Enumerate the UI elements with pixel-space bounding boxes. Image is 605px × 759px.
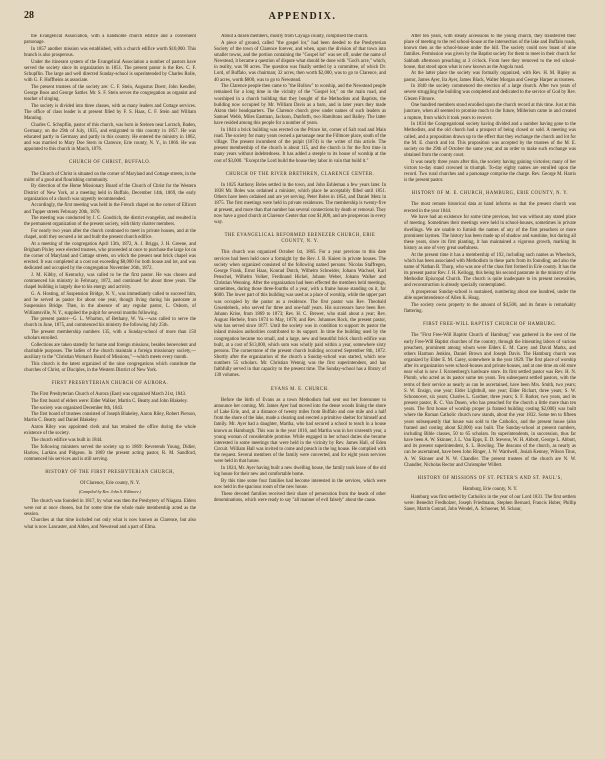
section-heading: FIRST PRESBYTERIAN CHURCH OF AURORA. <box>51 381 169 387</box>
paragraph: The Clarence people then came to "the Hollow" to worship, and the Newstead people remained for a long time in the vicinity of the "Gospel lot," on the main road, and worshiped in a church building that they bought of the Methodists and Baptists, the building now occupied by Mr. William Davis as a barn, and in later years they made Akron their headquarters. The Clarence church grew under names of such leaders as Samuel Webb, Miles Eastman, Jackson, Danforth, two Hamiltons and Bailey. The latter have resided among this people for a number of years. <box>214 84 386 127</box>
paragraph: A piece of ground, called "the gospel lot," had been deeded to the Presbyterian Society of the town of Clarence forever, and when, upon the division of that town into smaller towns, and the portion containing the "Gospel lot" was set off, under the name of Newstead, it became a question of dispute what should be done with "God's acre," which, in reality, was 90 acres. The question was finally settled by a committee, of which Dr. Lord, of Buffalo, was chairman; 32 acres, then worth $2,000, was to go to Clarence, and 40 acres, worth $800, was to go to Newstead. <box>214 40 386 83</box>
section-heading: THE EVANGELICAL REFORMED EBENEZER CHURCH, ERIE COUNTY, N. Y. <box>224 233 376 245</box>
paragraph: For nearly two years after the church continued to meet in private houses, and at the chapel, until they secured a lot and built the present church edifice. <box>24 229 196 241</box>
column-middle <box>214 34 386 752</box>
paragraph: We have had an existence for some time previous, but was without any stated place of meeting. Sometimes their meetings were held in school-houses, sometimes in private dwellings. We are unable to furnish the names of any of the first preachers or more prominent laymen. The history has been made up of shadow and sunshine, but during all these years, since its first planting, it has maintained a vigorous growth, marking its history as one of very great usefulness. <box>404 215 576 251</box>
paragraph: By direction of the Home Missionary Board of the Church of Christ for the Western District of New York, at a meeting held in Buffalo, December 14th, 1869, the early organization of a church was urgently recommended. <box>24 184 196 202</box>
paragraph: The First Presbyterian Church of Aurora (East) was organized March 21st, 1843. <box>31 392 187 398</box>
paragraph: Under the itinerant system of the Evangelical Association a number of pastors have served the society since its organization in 1851. The present pastor is the Rev. C. F. Schupflin. The large and well directed Sunday-school is superintended by Charles Rolle, with G. F. Hoffheins as associate. <box>24 59 196 84</box>
paragraph: The most remote historical data at hand informs us that the present church was erected in the year 1844. <box>404 202 576 214</box>
section-heading: HISTORY OF THE FIRST PRESBYTERIAN CHURCH, <box>45 470 175 475</box>
paragraph: After ten years, with steady accessions to the young church, they transferred their place of meeting to the red school-house at the intersection of the lake and Buffalo roads, known then as the school-house under the hill. The society could now boast of nine families. Permission was given by the Baptist society for them to meet in their church for Sabbath afternoon preaching at 3 o'clock. From here they removed to the red school-house, that stood upon what is now known as the Angola road. <box>404 34 576 70</box>
section-heading: HISTORY OF M. E. CHURCH, HAMBURG, ERIE COUNTY, N. Y. <box>411 191 569 197</box>
section-heading: FIRST FREE-WILL BAPTIST CHURCH OF HAMBURG. <box>423 322 557 328</box>
compiler-note: (Compiled by Rev. John S. Killmore.) <box>78 489 142 495</box>
paragraph: The Church of Christ is situated on the corner of Maryland and Cottage streets, in the midst of a good and flourishing community. <box>24 171 196 183</box>
paragraph: The first board of elders were: Elder Walker, Martin C. Beatty and John Blakeley. <box>31 398 188 404</box>
paragraph: The meeting was conducted by J. C. Goodrich, the district evangelist, and resulted in the permanent organization of the present society, with thirty charter members. <box>24 216 196 228</box>
paragraph: By this time some four families had become interested in the services, which were now held in the spacious room of the new house. <box>214 478 386 490</box>
paragraph: In 1824, Mr. Ayer having built a new dwelling house, the family took leave of the old log house for their new and comfortable home. <box>214 466 386 478</box>
paragraph: the Evangelical Association, with a handsome church edifice and a convenient parsonage. <box>24 34 196 46</box>
paragraph: The church was founded in 1817, by what was then the Presbytery of Niagara. Elders were not at once chosen, but for some time the whole male membership acted as the session. <box>24 499 196 517</box>
paragraph: J. M. Kibby, of Kentucky, was called to be the first pastor. He was chosen and commenced his ministry in February, 1872, and continued for about three years. The chapel building is largely due to his energy and activity. <box>24 273 196 291</box>
paragraph: The following ministers served the society up to 1869: Reverends Young, Didier, Harlow, Larkins and Pidgeon. In 1869 the present acting pastor, R. M. Sandford, commenced his services and is still serving. <box>24 444 196 462</box>
paragraph: In 1857 another mission was established, with a church edifice worth $10,000. This branch is also prosperous. <box>24 46 196 58</box>
paragraph: Before the birth of Evans as a town Methodism had sent out her forerunner to announce her coming. Mr. James Ayer had moved into the dense woods lining the shore of Lake Erie, and, at a distance of twenty miles from Buffalo and one mile and a half from the shore of the lake, made a clearing and erected a primitive shelter for himself and family. Mr. Ayer had a daughter, Martha, who had secured a school to teach in a house known as Hamburgh. This was in the year 1816, and Martha was in her sixteenth year, a young woman of considerable promise. While engaged in her school duties she became interested in some meetings that were held in the vicinity by Rev. James Hall, of Eden Circuit. William Hall was invited to come and preach in the log house. He complied with the request. Several members of the family were converted, and for eight years services were held in that house. <box>214 397 386 465</box>
paragraph: The present trustees of the society are: C. F. Stein, Augustus Doerr, John Kendler, George Boos and George Sattler. Mr. S. F. Stein serves the congregation as organist and teacher of singing. <box>24 84 196 103</box>
column-right <box>404 34 576 752</box>
paragraph: This church was organized October 1st, 1865. For a year previous to this date services had been held once a fortnight by the Rev. J. B. Kniest in private houses. The society when organized consisted of the following named persons: Nicolas Staffregen, George Frank, Ernst Haas, Konrad Dutch, Wilhelm Schneider, Johann Wachsel, Karl Penschel, Wilhelm Volker, Ferdinand Hickel, Johann Weber, Johann Walker and Christian Wenning. After the organization had been effected the members held meetings, sometimes, during those three-fourths of a year, with a frame house standing on it, for $600. The lower part of this building was used as a place of worship, while the upper part was occupied by the pastor as a residence. The first pastor was Rev. Theobald Gruenlebeck, who served for three and one-half years. His successors have been Rev. Johann Krise, from 1869 to 1873; Rev. H. C. Brewer, who staid about a year; Rev. August Herbele, from 1874 to May, 1876; and Rev. Johannes Rock, the present pastor, who has served since 1877. Until the society was in condition to support its pastor the inland mission authorities contributed to its support. In time the building used by the congregation became too small, and a large, new and beautiful brick church edifice was built, at a cost of $13,000, which sum was wholly paid within a year, somewhere sixty persons. The cornerstone of the present church building occurred September 8th, 1872. Shortly after the organization of the church a Sunday-school was started, which now numbers 55 scholars. Mr. Christian Wennig was the first superintendent, and has faithfully served in that capacity to the present time. The Sunday-school has a library of 130 volumes. <box>214 250 386 379</box>
paragraph: Collections are taken statedly for home and foreign missions, besides benevolent and charitable purposes. The ladies of the church maintain a foreign missionary society,—auxiliary to the "Christian Woman's Board of Missions,"—which meets every month. <box>24 342 196 361</box>
paragraph: At the latter place the society was formally organized, with Rev. H. M. Ripley as pastor, James Ayer, Ira Ayer, James Black, Walter Morgan and George Harper as trustees. <box>404 71 576 83</box>
paragraph: The present pastor—G. L. Wharton, of Bethany, W. Va.—was called to serve the church in June, 1875, and commenced his ministry the following July 25th. <box>24 317 196 329</box>
paragraph: A prosperous Sunday-school is sustained, numbering about one hundred, under the able superintendence of Allen K. Hoag. <box>404 290 576 302</box>
paragraph: Accordingly, the first meeting was held in the French chapel on the corner of Ellicott and Tupper streets February 20th, 1870. <box>24 203 196 215</box>
paragraph: In 1834 the Congregational society having divided and a number having gone to the Methodists, and the old church had a prospect of being closed or sold. A meeting was called, and a proposition drawn up to the effect that they exchange the church and lot for the M. E. church and lot. This proposition was accepted by the trustees of the M. E. society on the 29th of October the same year, and an order to make such exchange was obtained from the county court. <box>404 122 576 158</box>
paragraph: One hundred members stood enrolled upon the church record at this time. Just at this juncture, when all seemed to promise much to the future, Millerism came in and created a rupture, from which it took years to recover. <box>404 103 576 121</box>
paragraph: It was nearly three years after this, the society having gaining victories; many of her victors to-day stand crowned in triumph. To-day eighty names are enrolled upon the record. Two rural churches and a parsonage comprise the charge. Rev. George M. Harris is the present pastor. <box>404 159 576 184</box>
paragraph: G. A. Hosting, of Suspension Bridge, N. Y., was immediately called to succeed him, and he served as pastor for about one year, though living during his pastorate at Suspension Bridge. Then, in the absence of any regular pastor, L. Osborn, of Williamsville, N. Y., supplied the pulpit for several months following. <box>24 292 196 316</box>
paragraph: The first board of trustees consisted of Joseph Blakeley, Aaron Riley, Robert Pierson, Martin C. Beatty and Daniel Blakeley. <box>24 412 196 424</box>
section-heading: EVANS M. E. CHURCH. <box>270 386 330 392</box>
paragraph: About a dozen members, mostly from Cayuga county, comprised the church. <box>221 34 369 39</box>
paragraph: The present membership numbers 135, with a Sunday-school of more than 150 scholars enrolled. <box>24 330 196 342</box>
paragraph: The society owns property to the amount of $4,500, and its future is remarkably flattering. <box>404 302 576 315</box>
paragraph: In 1844 a brick building was erected on the Prince lot, corner of Salt road and Main road. The society for many years owned a parsonage near the Fillmore place, south of the village. The present incumbent of the pulpit (1874) is the writer of this article. The present membership of the church is about 115, and the church is for the first time in many years without indebtedness. It has added a steeple to its house of worship at the cost of $3,000. "Except the Lord build the house they labor in vain that build it." <box>214 127 386 164</box>
paragraph: Charles C. Schupflin, pastor of this church, was born in Steinen near Lorrach, Baden, Germany, on the 29th of July, 1835, and emigrated to this country in 1857. He was educated partly in Germany and partly in this country. He entered the ministry in 1862, and was married to Mary Doe Stern in Clarence, Erie county, N. Y., in 1866. He was appointed to this church in March, 1876. <box>24 122 196 153</box>
paragraph: The society is divided into three classes, with as many leaders and Cottage services. The office of class leader is at present filled by F. S. Haas, C. F. Stein and William Manning. <box>24 103 196 122</box>
paragraph: The society was organized December 8th, 1843. <box>31 405 124 411</box>
page-number: 28 <box>24 10 34 21</box>
running-head: APPENDIX. <box>268 11 337 22</box>
paragraph: Churches at that time included not only what is now known as Clarence, but also what is now Lancaster, and Alden, and Newstead and a part of Elma. <box>24 518 196 530</box>
paragraph: This church is the latest organized of the nine congregations which constitute the churches of Christ, or Disciples, in the Western District of New York. <box>24 361 196 373</box>
paragraph: The "First Free-Will Baptist Church of Hamburg" was gathered in the west of the early Free-Will Baptist churches of the country, through the itinerating labors of various preachers, prominent among whom were Elders E. M. Carey and David Marks, and others Harmon Jenkins, Daniel Brown and Joseph Davis. The Hamburg church was organized by Elder E. M. Carey, somewhere in the year 1829. The first place of worship after its organization were school-houses and private houses, and at one time an old store near what is now J. Kronenberg's hardware store. Its first settled pastor was Rev. H. N. Plumb, who acted as its pastor some ten years. Ten subsequent settled pastors, with the terms of their service as nearly as can be ascertained, have been Mrs. Smith, two years; S. W. Ensign, one year; Elder Lightbull, one year; Elder Richart, three years; S. W. Schoonover, six years; Charles L. Gardner, three years; S. F. Barker, two years, and its present pastor, R. C. Van Dusen, who has preached for the church a little more than ten years. The first house of worship proper (a framed building costing $2,000) was built where the Roman Catholic church now stands, about the year 1832. Some ten to fifteen years subsequently that house was sold to the Catholics, and the present house (also framed and costing about $2,000) was built. The Sunday-school at present numbers, including Bible classes, 50 to 65 scholars. Its superintendents, in succession, thus far have been A. W. Skinner, J. L. Van Epps, E. D. Stevens, W. H. Abbott, George L. Abbott, and its present superintendent, S. L. Bowling. The deacons of the church, as nearly as can be ascertained, have been John Ringer, J. W. Wardwell, Josiah Kenney, Wilson Titus, A. W. Skinner and N. W. Chandler. The present trustees of the church are N. W. Chandler, Nicholas Rector and Christopher Willert. <box>404 333 576 468</box>
paragraph: At the present time it has a membership of 192, including such names as Wheelock, which has been associated with Methodism in these parts from its founding; and also the name of Nathan B. Thorp, who was one of the class first formed in Erie county. It has the its present pastor Rev. J. H. Kellogg, this being his second pastorate in the ministry of the Methodist Episcopal Church. The church is quite inadequate to its present necessities, and reconstruction is already specially contemplated. <box>404 252 576 289</box>
section-subheading: Hamburg, Erie county, N. Y. <box>462 486 518 492</box>
section-heading: HISTORY OF MISSIONS OF ST. PETER'S AND ST. PAUL'S, <box>417 475 563 481</box>
paragraph: Hamburg was first settled by Catholics in the year of our Lord 1831. The first settlers were: Benedict Fredholzer, Joseph Friedmann, Stephen Bernard, Francis Huber, Phillip Saner, Martin Conrad, John Wendel, A. Schoener, M. Schaur, <box>404 495 576 513</box>
section-heading: CHURCH OF CHRIST, BUFFALO. <box>69 160 151 166</box>
paragraph: In 1825 Anthony Boles settled in the town, and John Eshleman a few years later. In 1838 Mr. Boles was ordained a minister, which place he acceptably filled until 1851. Others have been ordained and are yet serving. Peter Boles in 1854, and Daniel Metz in 1875. The first meetings were held in private residences. The membership is twenty-five at present, and more than that number has several connections by death or removal. They now have a good church at Clarence Center that cost $1,800, and are prosperous in every way. <box>214 182 386 225</box>
paragraph: These devoted families received their share of persecution from the heads of other denominations, which were ready to say "all manner of evil falsely" about the cause. <box>214 491 386 503</box>
section-heading: CHURCH OF THE RIVER BRETHREN, CLARENCE CENTER. <box>225 171 375 177</box>
section-subheading: Of Clarence, Erie county, N. Y. <box>80 481 140 487</box>
paragraph: The church edifice was built in 1844. <box>31 437 103 443</box>
column-left <box>24 34 196 752</box>
paragraph: In 1840 the society commenced the erection of a large church. After two years of severe struggling the building was completed and dedicated to the service of God by Rev. Glezen Filmore. <box>404 84 576 102</box>
paragraph: Aaron Riley was appointed clerk and has retained the office during the whole existence of the society. <box>24 425 196 437</box>
paragraph: At a meeting of the congregation April 13th, 1872, A. J. Briggs, J. H. Greene, and Brigham Pixley were elected trustees, who proceeded at once to purchase the large lot on the corner of Maryland and Cottage streets, on which the present neat brick chapel was erected. It was completed at a cost not exceeding $8,000 for both house and lot, and was dedicated and occupied by the congregation November 26th, 1872. <box>24 241 196 272</box>
